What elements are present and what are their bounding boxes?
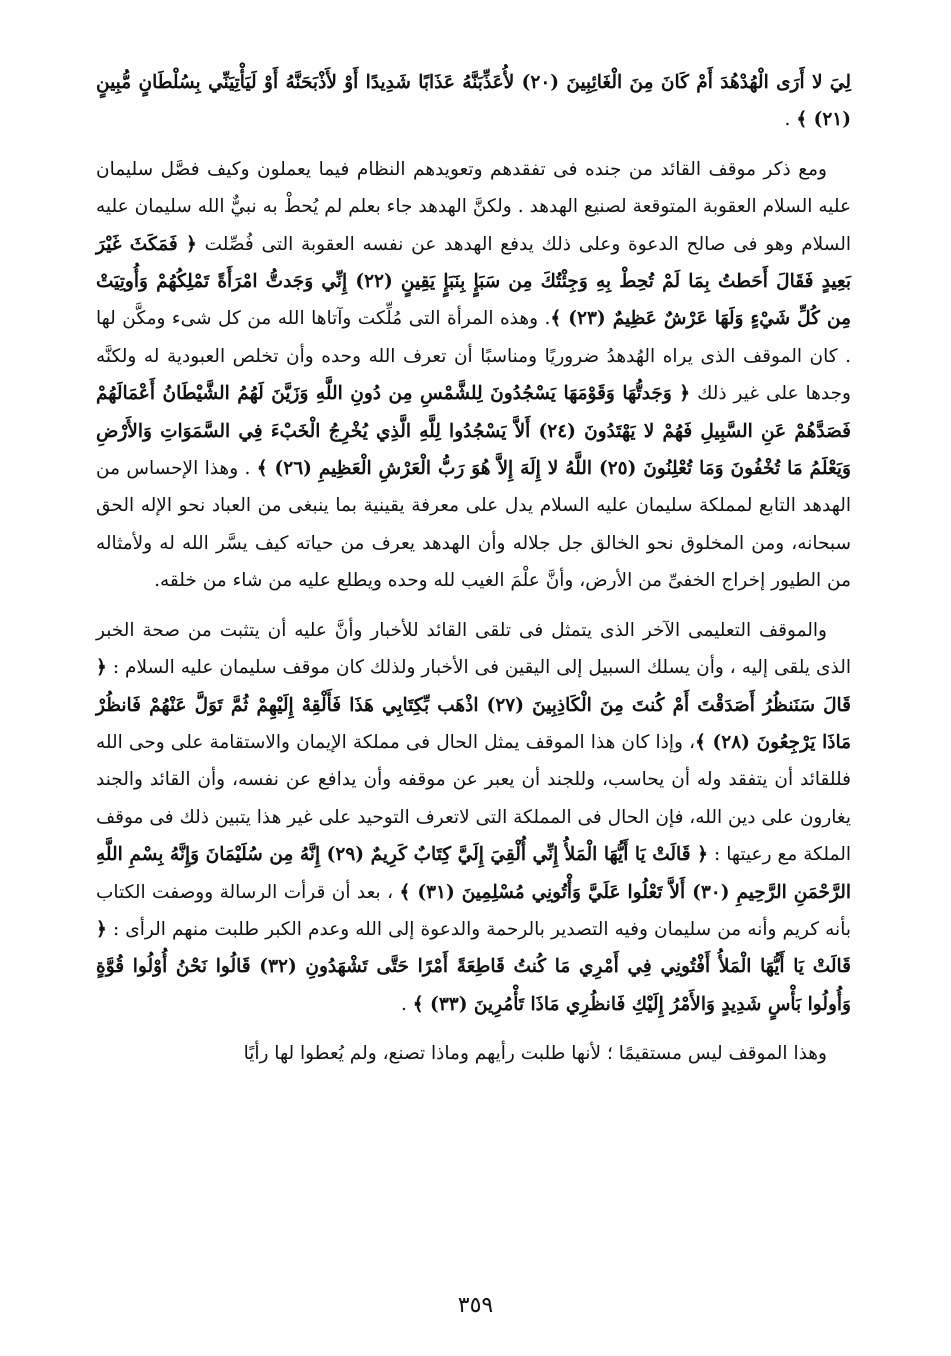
body-text: . [401,993,413,1015]
body-text: وهذا الموقف ليس مستقيمًا ؛ لأنها طلبت رأيهم وماذا تصنع، ولم يُعطوا لها رأيًا [243,1043,827,1065]
body-text: ، بعد أن قرأت الرسالة ووصفت الكتاب بأنه كريم وأنه من سليمان وفيه التصدير بالرحمة والدعوة إلى الله وعدم الكبر طلبت منهم الرأى : [96,881,851,940]
quran-verse: ﴿ فَمَكَثَ غَيْرَ بَعِيدٍ فَقَالَ أَحَطتُ بِمَا لَمْ تُحِطْ بِهِ وَجِئْتُكَ مِن سَبَإٍ بِنَبَإٍ يَقِينٍ (٢٢) إِنِّي وَجَدتُّ امْرَأَةً تَمْلِكُهُمْ وَأُوتِيَتْ مِن كُلِّ شَيْءٍ وَلَهَا عَرْشٌ عَظِيمٌ (٢٣) ﴾ [96,233,852,330]
quran-verse: ﴿ قَالَ سَنَنظُرُ أَصَدَقْتَ أَمْ كُنتَ مِنَ الْكَاذِبِينَ (٢٧) اذْهَب بِّكِتَابِي هَذَا فَأَلْقِهْ إِلَيْهِمْ ثُمَّ تَوَلَّ عَنْهُمْ فَانظُرْ مَاذَا يَرْجِعُونَ (٢٨) ﴾ [96,657,852,753]
page-number: ٣٥٩ [457,1293,494,1318]
body-text: والموقف التعليمى الآخر الذى يتمثل فى تلقى القائد للأخبار وأنَّ عليه أن يتثبت من صحة الخبر الذى يلقى إليه ، وأن يسلك السبيل إلى اليقين فى الأخبار ولذلك كان موقف سليمان عليه السلام : [96,619,851,679]
quran-verse: ﴿ قَالَتْ يَا أَيُّهَا الْمَلأُ أَفْتُونِي فِي أَمْرِي مَا كُنتُ قَاطِعَةً أَمْرًا حَتَّى تَشْهَدُونِ (٣٢) قَالُوا نَحْنُ أُوْلُوا قُوَّةٍ وَأُولُوا بَأْسٍ شَدِيدٍ وَالأَمْرُ إِلَيْكِ فَانظُرِي مَاذَا تَأْمُرِينَ (٣٣) ﴾ [96,918,851,1015]
quran-verse: ﴿ قَالَتْ يَا أَيُّهَا الْمَلأُ إِنِّي أُلْقِيَ إِلَيَّ كِتَابٌ كَرِيمٌ (٢٩) إِنَّهُ مِن سُلَيْمَانَ وَإِنَّهُ بِسْمِ اللَّهِ الرَّحْمَنِ الرَّحِيمِ (٣٠) أَلاَّ تَعْلُوا عَلَيَّ وَأْتُونِي مُسْلِمِينَ (٣١) ﴾ [96,844,851,903]
body-text: . وهذه المرأة التى مُلِّكت وآتاها الله من كل شىء ومكَّن لها . كان الموقف الذى يراه الهُدهدُ ضروريًا ومناسبًا أن تعرف الله وحده وأن تخلص العبودية له ولكنَّه وجدها على غير ذلك [96,308,851,405]
paragraph-3 [96,612,851,1023]
quran-verse: لِيَ لا أَرَى الْهُدْهُدَ أَمْ كَانَ مِنَ الْغَائِبِينَ (٢٠) لأُعَذِّبَنَّهُ عَذَابًا شَدِيدًا أَوْ لأَذْبَحَنَّهُ أَوْ لَيَأْتِيَنِّي بِسُلْطَانٍ مُّبِينٍ (٢١) ﴾ [96,72,851,131]
body-text: . وهذا الإحساس من الهدهد التابع لمملكة سليمان عليه السلام يدل على معرفة يقينية بما ينبغى من العباد نحو الإله الحق سبحانه، ومن المخلوق نحو الخالق جل جلاله وأن الهدهد يعرف من حياته كيف يسَّر الله له ولأمثاله من الطيور إخراج الخفىِّ من الأرض، وأنَّ علْمَ الغيب لله وحده ويطلع عليه من شاء من خلقه. [96,458,851,592]
body-text: ، وإذا كان هذا الموقف يمثل الحال فى مملكة الإيمان والاستقامة على وحى الله فللقائد أن يتفقد وله أن يحاسب، وللجند أن يعبر عن موقفه وأن يدافع عن نفسه، وأن القائد والجند يغارون على دين الله، فإن الحال فى المملكة التى لاتعرف التوحيد على غير هذا يتبين ذلك فى موقف الملكة مع رعيتها : [96,731,851,866]
paragraph-1 [96,64,851,139]
body-text: ومع ذكر موقف القائد من جنده فى تفقدهم وتعويدهم النظام فيما يعملون وكيف فصَّل سليمان عليه السلام العقوبة المتوقعة لصنيع الهدهد . ولكنَّ الهدهد جاء بعلم لم يُحطْ به نبيٌّ الله سليمان عليه السلام وهو فى صالح الدعوة وعلى ذلك يدفع الهدهد عن نفسه العقوبة التى فُصِّلت [96,158,851,255]
page-body [96,64,851,1073]
paragraph-2 [96,151,851,600]
quran-verse: ﴿ وَجَدتُّهَا وَقَوْمَهَا يَسْجُدُونَ لِلشَّمْسِ مِن دُونِ اللَّهِ وَزَيَّنَ لَهُمُ الشَّيْطَانُ أَعْمَالَهُمْ فَصَدَّهُمْ عَنِ السَّبِيلِ فَهُمْ لا يَهْتَدُونَ (٢٤) أَلاَّ يَسْجُدُوا لِلَّهِ الَّذِي يُخْرِجُ الْخَبْءَ فِي السَّمَوَاتِ وَالأَرْضِ وَيَعْلَمُ مَا تُخْفُونَ وَمَا تُعْلِنُونَ (٢٥) اللَّهُ لا إِلَهَ إِلاَّ هُوَ رَبُّ الْعَرْشِ الْعَظِيمِ (٢٦) ﴾ [96,383,851,480]
body-text: . [784,109,797,131]
paragraph-4 [96,1035,851,1072]
